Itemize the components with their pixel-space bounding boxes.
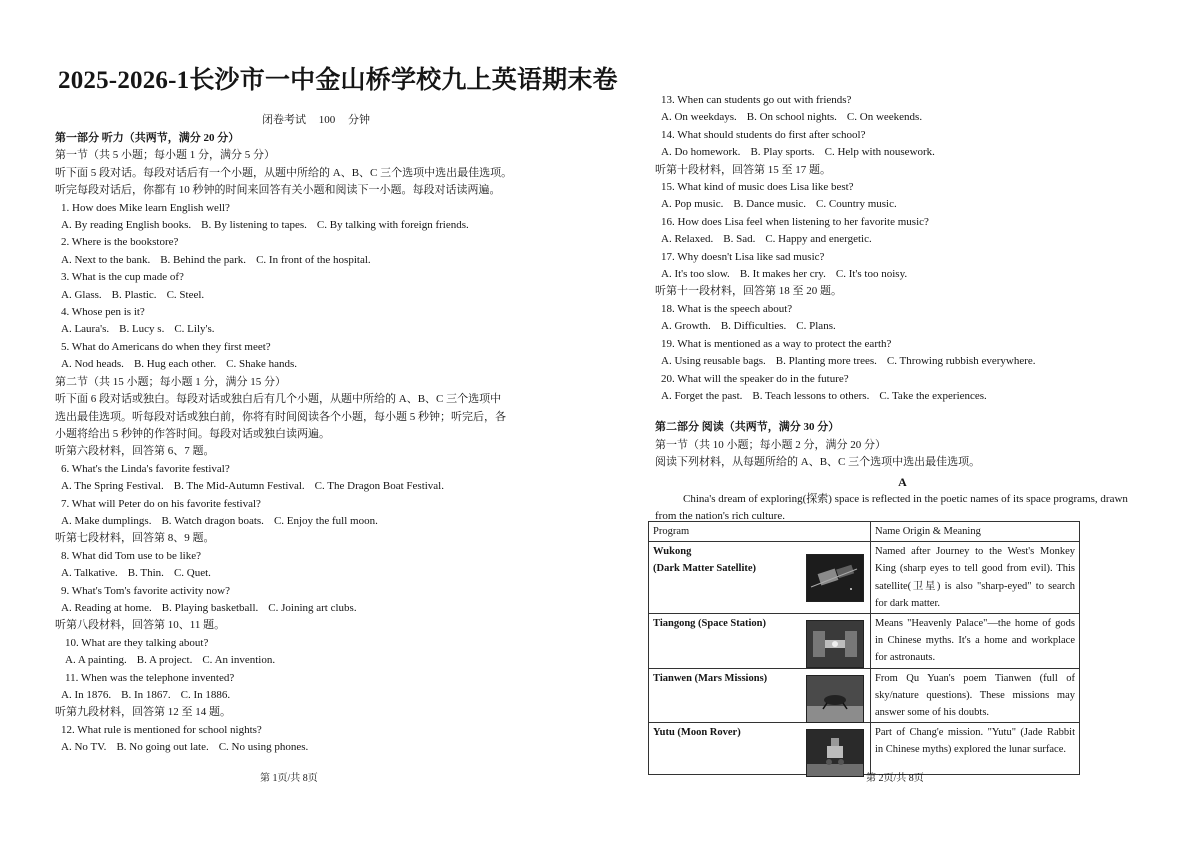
question-1-options bbox=[55, 217, 555, 234]
satellite-image bbox=[806, 554, 864, 602]
option: B. Watch dragon boats. bbox=[161, 514, 264, 527]
table-header: Program bbox=[649, 522, 871, 542]
option: B. A project. bbox=[136, 654, 193, 667]
question-12-options bbox=[55, 739, 555, 756]
program-cell bbox=[649, 614, 871, 669]
option: B. Behind the park. bbox=[160, 253, 247, 266]
question-17-options bbox=[655, 266, 1150, 283]
question-6: 6. What's the Linda's favorite festival? bbox=[61, 462, 230, 475]
exam-title: 2025-2026-1长沙市一中金山桥学校九上英语期末卷 bbox=[58, 67, 618, 94]
question-4: 4. Whose pen is it? bbox=[61, 306, 145, 319]
option: B. Planting more trees. bbox=[775, 355, 877, 368]
option: A. The Spring Festival. bbox=[61, 480, 164, 493]
option: B. No going out late. bbox=[116, 741, 209, 754]
material-11-heading: 听第十一段材料，回答第 18 至 20 题。 bbox=[655, 285, 842, 298]
mars-lander-image bbox=[806, 675, 864, 723]
option: C. Shake hands. bbox=[226, 358, 298, 371]
part2-heading: 第二部分 阅读（共两节，满分 30 分） bbox=[655, 421, 840, 434]
question-10: 10. What are they talking about? bbox=[65, 636, 209, 649]
option: A. No TV. bbox=[61, 741, 107, 754]
question-17: 17. Why doesn't Lisa like sad music? bbox=[661, 250, 825, 263]
option: C. In 1886. bbox=[180, 689, 231, 701]
option: C. An invention. bbox=[202, 654, 276, 667]
option: C. By talking with foreign friends. bbox=[316, 219, 469, 232]
question-7-options bbox=[55, 513, 555, 530]
program-cell bbox=[649, 542, 871, 614]
reading-instruction: 阅读下列材料，从每题所给的 A、B、C 三个选项中选出最佳选项。 bbox=[655, 456, 981, 469]
option: B. Playing basketball. bbox=[161, 601, 259, 614]
question-20: 20. What will the speaker do in the future? bbox=[661, 372, 849, 385]
option: C. On weekends. bbox=[846, 111, 923, 124]
question-13-options bbox=[655, 109, 1150, 126]
material-7-heading: 听第七段材料，回答第 8、9 题。 bbox=[55, 532, 215, 545]
page-footer-left: 第 1页/共 8页 bbox=[260, 773, 318, 784]
option: C. In front of the hospital. bbox=[256, 253, 371, 266]
program-name: Tiangong (Space Station) bbox=[653, 618, 766, 630]
part1-heading: 第一部分 听力（共两节，满分 20 分） bbox=[55, 132, 240, 144]
question-15: 15. What kind of music does Lisa like best? bbox=[661, 181, 854, 194]
option: B. Difficulties. bbox=[720, 320, 787, 333]
option: C. Happy and energetic. bbox=[765, 233, 872, 246]
question-19-options bbox=[655, 353, 1150, 370]
question-11-options bbox=[55, 687, 555, 704]
question-6-options bbox=[55, 478, 555, 495]
section2-instruction: 选出最佳选项。听每段对话或独白前，你将有时间阅读各个小题，每小题 5 秒钟；听完后，各 bbox=[55, 410, 506, 423]
program-cell bbox=[649, 668, 871, 723]
option: A. On weekdays. bbox=[661, 111, 737, 124]
option: A. Laura's. bbox=[61, 323, 110, 336]
question-11: 11. When was the telephone invented? bbox=[65, 671, 235, 684]
space-station-image bbox=[806, 620, 864, 668]
table-row bbox=[649, 723, 1080, 775]
material-8-heading: 听第八段材料，回答第 10、11 题。 bbox=[55, 619, 226, 632]
option: A. Growth. bbox=[661, 320, 711, 333]
option: A. Using reusable bags. bbox=[661, 355, 766, 368]
table-header: Name Origin & Meaning bbox=[871, 522, 1080, 542]
program-name: Yutu (Moon Rover) bbox=[653, 727, 741, 739]
section2-instruction: 小题将给出 5 秒钟的作答时间。每段对话或独白读两遍。 bbox=[55, 427, 330, 440]
question-12: 12. What rule is mentioned for school nights? bbox=[61, 723, 262, 736]
option: B. Sad. bbox=[723, 233, 756, 246]
option: A. A painting. bbox=[65, 654, 127, 667]
option: B. Thin. bbox=[127, 567, 164, 580]
option: C. Steel. bbox=[166, 288, 205, 301]
section2-instruction: 听下面 6 段对话或独白。每段对话或独白后有几个小题，从题中所给的 A、B、C 三个选项中 bbox=[55, 393, 502, 406]
option: A. In 1876. bbox=[61, 689, 112, 701]
question-5: 5. What do Americans do when they first meet? bbox=[61, 340, 271, 353]
material-10-heading: 听第十段材料，回答第 15 至 17 题。 bbox=[655, 163, 831, 176]
page-footer-right: 第 2页/共 8页 bbox=[866, 773, 924, 784]
question-1: 1. How does Mike learn English well? bbox=[61, 201, 230, 214]
meaning-cell: Part of Chang'e mission. "Yutu" (Jade Rabbit in Chinese myths) explored the lunar surface. bbox=[871, 723, 1080, 775]
program-cell bbox=[649, 723, 871, 775]
program-name: Tianwen (Mars Missions) bbox=[653, 672, 768, 684]
reading-section1-heading: 第一节（共 10 小题；每小题 2 分，满分 20 分） bbox=[655, 438, 886, 451]
option: C. Throwing rubbish everywhere. bbox=[886, 355, 1036, 368]
table-row bbox=[649, 614, 1080, 669]
option: C. Help with nousework. bbox=[824, 146, 935, 159]
option: C. Joining art clubs. bbox=[268, 601, 357, 614]
option: B. The Mid-Autumn Festival. bbox=[173, 480, 305, 493]
option: C. No using phones. bbox=[218, 741, 309, 754]
question-16: 16. How does Lisa feel when listening to her favorite music? bbox=[661, 215, 929, 228]
option: C. Lily's. bbox=[174, 323, 215, 336]
option: C. Country music. bbox=[816, 198, 897, 211]
material-9-heading: 听第九段材料，回答第 12 至 14 题。 bbox=[55, 706, 231, 719]
option: A. Pop music. bbox=[661, 198, 724, 211]
question-3: 3. What is the cup made of? bbox=[61, 271, 184, 284]
moon-rover-image bbox=[806, 729, 864, 777]
passage-intro: China's dream of exploring(探索) space is reflected in the poetic names of its space programs, drawn from the nation's rich culture. bbox=[655, 492, 1128, 522]
program-name: Wukong bbox=[653, 546, 692, 558]
question-15-options bbox=[655, 196, 1150, 213]
space-program-table bbox=[648, 521, 1080, 775]
option: C. The Dragon Boat Festival. bbox=[314, 480, 444, 493]
question-16-options bbox=[655, 231, 1150, 248]
question-10-options bbox=[55, 652, 555, 669]
question-14: 14. What should students do first after school? bbox=[661, 128, 866, 141]
option: B. In 1867. bbox=[121, 689, 171, 701]
question-14-options bbox=[655, 144, 1150, 161]
option: A. Do homework. bbox=[661, 146, 741, 159]
option: B. Lucy s. bbox=[119, 323, 165, 336]
option: C. Quet. bbox=[173, 567, 211, 580]
question-18-options bbox=[655, 318, 1150, 335]
option: A. Make dumplings. bbox=[61, 514, 152, 527]
question-9-options bbox=[55, 600, 555, 617]
option: A. Forget the past. bbox=[661, 389, 743, 402]
option: B. Dance music. bbox=[733, 198, 807, 211]
option: B. Play sports. bbox=[750, 146, 815, 159]
option: B. Hug each other. bbox=[133, 358, 217, 371]
question-2-options bbox=[55, 252, 555, 269]
question-13: 13. When can students go out with friends? bbox=[661, 94, 852, 106]
option: A. By reading English books. bbox=[61, 219, 192, 232]
question-20-options bbox=[655, 388, 1150, 405]
option: B. Plastic. bbox=[111, 288, 157, 301]
option: B. Teach lessons to others. bbox=[752, 389, 870, 402]
left-column bbox=[55, 130, 555, 757]
question-19: 19. What is mentioned as a way to protect the earth? bbox=[661, 337, 892, 350]
option: A. It's too slow. bbox=[661, 268, 730, 281]
question-3-options bbox=[55, 287, 555, 304]
right-column bbox=[655, 92, 1150, 525]
table-row bbox=[649, 668, 1080, 723]
question-8-options bbox=[55, 565, 555, 582]
option: C. Plans. bbox=[796, 320, 836, 333]
option: A. Next to the bank. bbox=[61, 253, 151, 266]
option: A. Glass. bbox=[61, 288, 102, 301]
section1-instruction: 听下面 5 段对话。每段对话后有一个小题，从题中所给的 A、B、C 三个选项中选出最佳选项。 bbox=[55, 166, 513, 179]
table-header-row bbox=[649, 522, 1080, 542]
table-row bbox=[649, 542, 1080, 614]
option: B. On school nights. bbox=[746, 111, 837, 124]
meaning-cell: From Qu Yuan's poem Tianwen (full of sky/nature questions). These missions may answer some of his doubts. bbox=[871, 668, 1080, 723]
question-8: 8. What did Tom use to be like? bbox=[61, 549, 201, 562]
option: C. Enjoy the full moon. bbox=[273, 514, 378, 527]
option: A. Talkative. bbox=[61, 567, 118, 580]
question-5-options bbox=[55, 356, 555, 373]
question-9: 9. What's Tom's favorite activity now? bbox=[61, 584, 230, 597]
program-subname: (Dark Matter Satellite) bbox=[653, 563, 757, 575]
section1-instruction: 听完每段对话后，你都有 10 秒钟的时间来回答有关小题和阅读下一小题。每段对话读两遍。 bbox=[55, 184, 501, 197]
exam-subtitle: 闭卷考试 100 分钟 bbox=[262, 114, 370, 126]
material-6-heading: 听第六段材料，回答第 6、7 题。 bbox=[55, 445, 215, 458]
option: A. Relaxed. bbox=[661, 233, 714, 246]
question-2: 2. Where is the bookstore? bbox=[61, 236, 179, 249]
option: A. Nod heads. bbox=[61, 358, 124, 371]
meaning-cell: Named after Journey to the West's Monkey King (sharp eyes to tell good from evil). This satellite(卫星) is also "sharp-eyed" to search for dark matter. bbox=[871, 542, 1080, 614]
option: A. Reading at home. bbox=[61, 601, 152, 614]
option: C. It's too noisy. bbox=[835, 268, 908, 281]
question-18: 18. What is the speech about? bbox=[661, 302, 793, 315]
option: B. It makes her cry. bbox=[739, 268, 826, 281]
meaning-cell: Means "Heavenly Palace"—the home of gods in Chinese myths. It's a home and workplace for astronauts. bbox=[871, 614, 1080, 669]
option: B. By listening to tapes. bbox=[201, 219, 307, 232]
section1-heading: 第一节（共 5 小题；每小题 1 分，满分 5 分） bbox=[55, 149, 275, 162]
question-7: 7. What will Peter do on his favorite festival? bbox=[61, 497, 261, 510]
option: C. Take the experiences. bbox=[879, 389, 987, 402]
section2-heading: 第二节（共 15 小题；每小题 1 分，满分 15 分） bbox=[55, 375, 286, 388]
question-4-options bbox=[55, 321, 555, 338]
passage-label: A bbox=[898, 474, 907, 489]
